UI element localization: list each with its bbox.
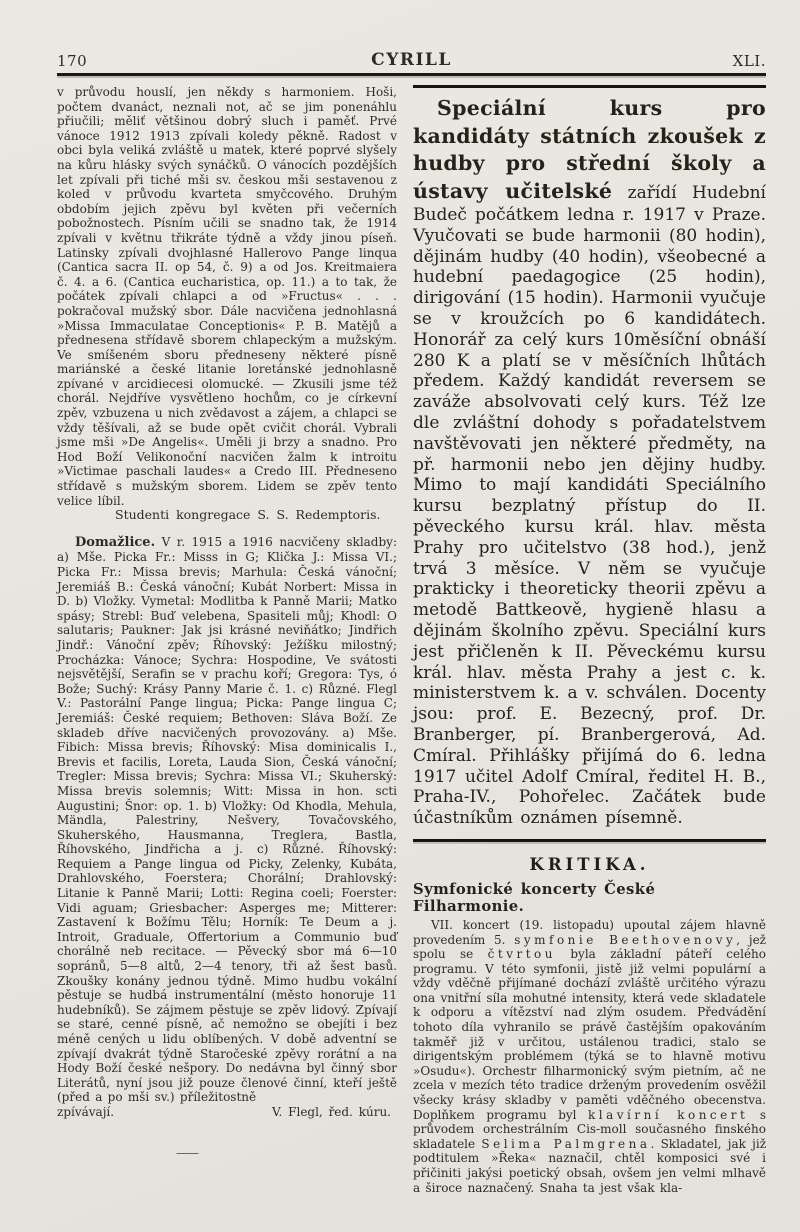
course-announcement-heading: Speciální kurs pro kandidáty státních zkoušek z hudby pro střední školy a ústavy učitelské [413, 96, 766, 203]
kritika-subtitle: Symfonické koncerty České Filharmonie. [413, 880, 656, 915]
emphasized-spaced-text: čtvrtou [487, 947, 556, 962]
course-announcement-paragraph [413, 95, 766, 829]
signature-line-last-word: zpívávají. [57, 1104, 115, 1119]
right-column [413, 85, 766, 1195]
kritika-section-title: KRITIKA. [529, 854, 650, 874]
review-text-segment: byla základní páteří celého programu. V této symfonii, jistě již velmi populární a vždy vděčně přijímané dochází zvláště určitého výrazu ona vnitřní síla mohutné intensity, která vede skladatele k odporu a vítězství nad zlým osudem. Předvádění tohoto díla vyhranilo se právě častějším opakováním takměř již v určitou, ustálenou tradici, stalo se dirigentským problémem (týká se to hlavně motivu »Osudu«). Orchestr filharmonický svým pietním, ač ne zcela v mezích této tradice drženým provedením osvěžil všecky krásy skladby v paměti vděčného obecenstva. Doplňkem programu byl [413, 947, 766, 1122]
review-text-segment: s průvodem orchestrálním Cis-moll současného finského skladatele [413, 1107, 766, 1151]
signature-name: V. Flegl, řed. kúru. [271, 1104, 391, 1119]
emphasized-spaced-text: symfonie Beethovenovy [514, 932, 737, 947]
domazlice-lead-word: Domažlice. [75, 534, 156, 550]
emphasized-spaced-text: klavírní koncert [588, 1107, 749, 1122]
volume-number: XLI. [732, 52, 766, 70]
page-header [57, 50, 766, 76]
domazlice-body-text: V r. 1915 a 1916 nacvičeny skladby: a) Mše. Picka Fr.: Misss in G; Klička J.: Missa VI.; Picka Fr.: Missa brevis; Marhula: Česká vánoční; Jeremiáš B.: Česká vánoční; Kubát Norbert: Missa in D. b) Vložky. Vymetal: Modlitba k Panně Marii; Matko spásy; Strebl: Buď velebena, Spasiteli můj; Khodl: O salutaris; Paukner: Jak jsi krásné neviňátko; Jindřich Jindř.: Vánoční zpěv; Říhovský: Ježíšku milostný; Procházka: Vánoce; Sychra: Hospodine, Ve svátosti nejsvětější, Serafin se v prachu koří; Gregora: Tys, ó Bože; Suchý: Krásy Panny Marie č. 1. c) Různé. Flegl V.: Pastorální Pange lingua; Picka: Pange lingua C; Jeremiáš: České requiem; Bethoven: Sláva Boží. Ze skladeb dříve nacvičených provozovány. a) Mše. Fibich: Missa brevis; Říhovský: Misa dominicalis I., Brevis et facilis, Loreta, Lauda Sion, Česká vánoční; Tregler: Missa brevis; Sychra: Missa VI.; Skuherský: Missa brevis solemnis; Witt: Missa in hon. scti Augustini; Šnor: op. 1. b) Vložky: Od Khodla, Mehula, Mändla, Palestriny, Nešvery, Tovačovského, Skuherského, Hausmanna, Treglera, Bastla, Říhovského, Jindřicha a j. c) Různé. Říhovský: Requiem a Pange lingua od Picky, Zelenky, Kubáta, Drahlovského, Foerstera; Chorální; Drahlovský: Litanie k Panně Marii; Lotti: Regina coeli; Foerster: Vidi aguam; Griesbacher: Asperges me; Mitterer: Zastavení k Božímu Tělu; Horník: Te Deum a j. Introit, Graduale, Offertorium a Communio buď chorálně neb recitace. — Pěvecký sbor má 6—10 sopránů, 5—8 altů, 2—4 tenory, tři až šest basů. Zkoušky konány jednou týdně. Mimo hudbu vokální pěstuje se hudbá instrumentální (město honoruje 11 hudebníků). Se zájmem pěstuje se zpěv lidový. Zpívají se staré, cenné písně, ač nemožno se obejíti i bez méně cených u lidu oblíbených. V době adventní se zpívají dvakrát týdně Staročeské zpěvy rorátní a na Hody Boží české nešpory. Do nedávna byl činný sbor Literátů, nyní jsou již pouze členové činní, kteří ještě (před a po mši sv.) příležitostně [57, 534, 397, 1105]
page-number: 170 [57, 52, 88, 70]
course-announcement-body: zařídí Hudební Budeč počátkem ledna r. 1917 v Praze. Vyučovati se bude harmonii (80 hodin), dějinám hudby (40 hodin), všeobecné a hudební paedagogice (25 hodin), dirigování (15 hodin). Harmonii vyučuje se v kroužcích po 6 kandidátech. Honorář za celý kurs 10měsíční obnáší 280 K a platí se v měsíčních lhůtách předem. Každý kandidát reversem se zaváže absolvovati celý kurs. Též lze dle zvláštní dohody s pořadatelstvem navštěvovati jen některé předměty, na př. harmonii nebo jen dějiny hudby. Mimo to mají kandidáti Speciálního kursu bezplatný přístup do II. pěveckého kursu král. hlav. města Prahy pro učitelstvo (38 hod.), jenž trvá 3 měsíce. V něm se vyučuje prakticky i theoreticky theorii zpěvu a metodě Battkeově, hygieně hlasu a dějinám školního zpěvu. Speciální kurs jest přičleněn k II. Pěveckému kursu král. hlav. města Prahy a jest c. k. ministerstvem k. a v. schválen. Docenty jsou: prof. E. Bezecný, prof. Dr. Branberger, pí. Branbergerová, Ad. Cmíral. Přihlášky přijímá do 6. ledna 1917 učitel Adolf Cmíral, ředitel H. B., Praha-IV., Pohořelec. Začátek bude účastníkům oznámen písemně. [413, 182, 766, 829]
two-column-layout [57, 85, 766, 1195]
section-end-dash: —— [176, 1145, 198, 1160]
review-text-segment: VII. koncert (19. listopadu) upoutal zájem hlavně provedením 5. [413, 917, 766, 947]
review-text-segment: . Skladatel, jak již podtitulem »Řeka« naznačil, chtěl komposici své i přičiniti jakýsi poetický obsah, ovšem jen velmi mlhavě a široce naznačený. Snaha ta jest však kla- [413, 1136, 767, 1195]
review-text-segment: , jež spolu se [413, 932, 766, 962]
course-announcement-box [413, 85, 766, 842]
journal-title: CYRILL [371, 50, 452, 70]
domazlice-paragraph [57, 535, 397, 1105]
left-column [57, 85, 397, 1195]
choir-report-paragraph: v průvodu houslí, jen někdy s harmoniem. Hoši, počtem dvanáct, neznali not, ač se jim ponenáhlu přiučili; měliť většinou dobrý sluch i paměť. Prvé vánoce 1912 1913 zpívali koledy pěkně. Radost v obci byla veliká zvláště u matek, které poprvé slyšely na kůru hlásky svých synáčků. O vánocích pozdějších let zpívali při tiché mši sv. českou mši sestavenou z koled v průvodu kvarteta smyčcového. Druhým obdobím jejich zpěvu byl květen při večerních pobožnostech. Písním učili se snadno tak, že 1914 zpívali v květnu třikráte týdně a vždy jinou píseň. Latinsky zpívali dvojhlasné Hallerovo Pange linqua (Cantica sacra II. op 54, č. 9) a od Jos. Kreitmaiera č. 4. a 6. (Cantica eucharistica, op. 11.) a to tak, že počátek zpívali chlapci a od »Fructus« . . . pokračoval mužský sbor. Dále nacvičena jednohlasná »Missa Immaculatae Conceptionis« P. B. Matějů a přednesena střídavě sborem chlapeckým a mužským. Ve smíšeném sboru předneseny některé písně mariánské a české litanie loretánské jednohlasně zpívané v arcidiecesi olomucké. — Zkusili jsme též chorál. Nejdříve vysvětleno hochům, co je církevní zpěv, vzbuzena u nich zvědavost a zájem, a chlapci se vždy těšívali, až se bude opět cvičit chorál. Vybrali jsme mši »De Angelis«. Uměli ji brzy a snadno. Pro Hod Boží Velikonoční nacvičen žalm k introitu »Victimae paschali laudes« a Credo III. Předneseno střídavě s mužským sborem. Lidem se zpěv tento velice líbil. [57, 85, 397, 508]
emphasized-spaced-text: Selima Palmgrena [481, 1136, 651, 1151]
signature-line [57, 1105, 397, 1120]
attribution-students: Studenti kongregace S. S. Redemptoris. [115, 507, 381, 523]
kritika-review-paragraph [413, 918, 766, 1195]
